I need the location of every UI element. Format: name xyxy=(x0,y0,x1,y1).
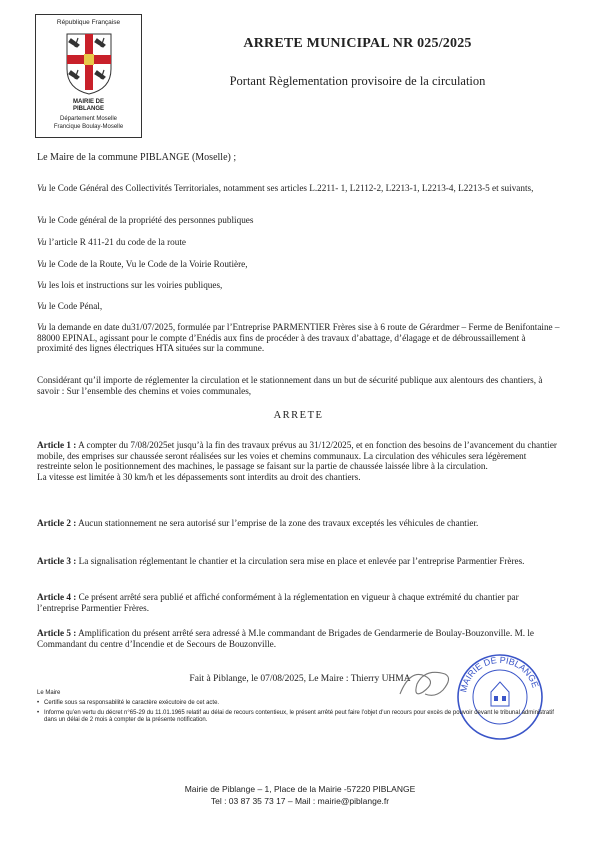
article-1: Article 1 : A compter du 7/08/2025et jusqu’à la fin des travaux prévus au 31/12/2025, et en fonction des besoins de l’avancement du chantier mobile, des emprises sur chaussée seront réalisées sur les voies et chemins communaux. La circulation des véhicules sera légèrement restreinte selon le positionnement des machines, le passage se faisant sur la partie de chaussée laissée libre à la circulation. La vitesse est limitée à 30 km/h et les dépassements sont interdits au droit des chantiers. xyxy=(37,440,557,482)
visa-0: Vu le Code Général des Collectivités Territoriales, notamment ses articles L.2211- 1, L2112-2, L2213-1, L2213-4, L2213-5 et suivants, xyxy=(37,183,534,193)
intro-line: Le Maire de la commune PIBLANGE (Moselle) ; xyxy=(37,152,237,163)
considerant: Considérant qu’il importe de réglementer la circulation et le stationnement dans un but de sécurité publique aux alentours des chantiers, à savoir : Sur l’ensemble des chemins et voies communales, xyxy=(37,375,543,396)
coat-of-arms-icon xyxy=(66,33,112,95)
visa-1: Vu le Code général de la propriété des personnes publiques xyxy=(37,215,254,225)
republique-label: République Française xyxy=(56,19,121,26)
notes-heading: Le Maire xyxy=(37,690,61,696)
visa-4: Vu les lois et instructions sur les voiries publiques, xyxy=(37,280,223,290)
visa-2: Vu l’article R 411-21 du code de la route xyxy=(37,237,186,247)
arrete-heading: ARRETE xyxy=(273,410,324,421)
signature-line: Fait à Piblange, le 07/08/2025, Le Maire : Thierry UHMA xyxy=(189,674,411,684)
footer-address: Mairie de Piblange – 1, Place de la Mairie -57220 PIBLANGE xyxy=(184,784,416,794)
commune-logo xyxy=(35,14,142,138)
visa-6: Vu la demande en date du31/07/2025, formulée par l’Entreprise PARMENTIER Frères sise à 6 route de Gérardmer – Ferme de Benifontaine – 88000 EPINAL, agissant pour le compte d’Enédis aux fins de procéder à des travaux d’abattage, d’élagage et de débroussaillement à proximité des lignes électriques HTA situées sur la commune. xyxy=(37,322,560,354)
note-item-1: • Informe qu’en vertu du décret n°65-29 du 11.01.1965 relatif au délai de recours contentieux, le présent arrêté peut faire l’objet d’un recours pour excès de pouvoir devant le tribunal administratif dans un délai de 2 mois à compter de la présente notification. xyxy=(37,710,554,723)
article-5: Article 5 : Amplification du présent arrêté sera adressé à M.le commandant de Brigades de Gendarmerie de Boulay-Bouzonville. M. le Commandant du centre d’Incendie et de Secours de Bouzonville. xyxy=(37,628,534,649)
document-title: ARRETE MUNICIPAL NR 025/2025 xyxy=(243,36,472,51)
footer-contact: Tel : 03 87 35 73 17 – Mail : mairie@piblange.fr xyxy=(210,796,390,806)
mairie-label: MAIRIE DE PIBLANGE xyxy=(72,99,104,112)
note-item-0: • Certifie sous sa responsabilité le caractère exécutoire de cet acte. xyxy=(37,700,220,706)
department-label: Département Moselle Francique Boulay-Moselle xyxy=(53,116,124,130)
article-2: Article 2 : Aucun stationnement ne sera autorisé sur l’emprise de la zone des travaux exceptés les véhicules de chantier. xyxy=(37,518,479,528)
visa-3: Vu le Code de la Route, Vu le Code de la Voirie Routière, xyxy=(37,259,248,269)
document-subtitle: Portant Règlementation provisoire de la circulation xyxy=(229,74,486,88)
article-3: Article 3 : La signalisation réglementant le chantier et la circulation sera mise en place et enlevée par l’entreprise Parmentier Frères. xyxy=(37,556,525,566)
stamp-text: MAIRIE DE PIBLANGE xyxy=(458,654,541,694)
article-4: Article 4 : Ce présent arrêté sera publié et affiché conformément à la réglementation en vigueur à chaque extrémité du chantier par l’entreprise Parmentier Frères. xyxy=(37,592,519,613)
visa-5: Vu le Code Pénal, xyxy=(37,301,103,311)
mairie-stamp-icon xyxy=(455,652,545,742)
signature-icon xyxy=(395,664,455,704)
